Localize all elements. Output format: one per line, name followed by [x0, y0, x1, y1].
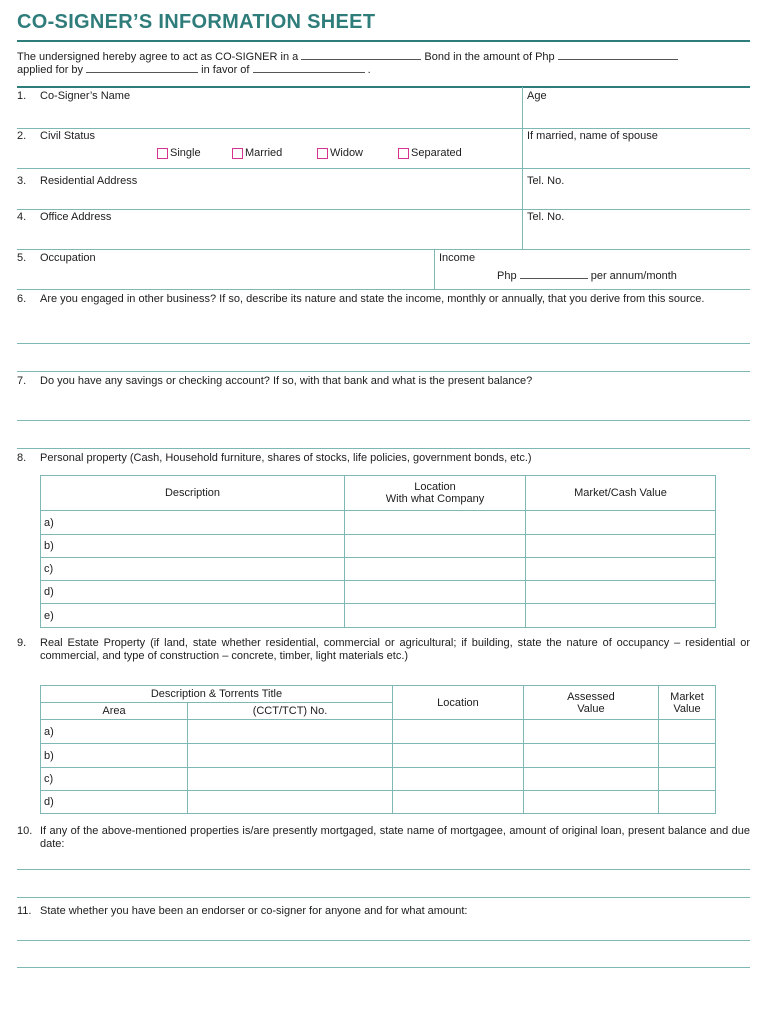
office-tel-label: Tel. No. — [527, 211, 565, 223]
q8-text: Personal property (Cash, Household furniture, shares of stocks, life policies, government bonds, etc.) — [40, 452, 532, 464]
widow-label: Widow — [330, 147, 364, 159]
table-row[interactable] — [41, 768, 716, 791]
col-title-no: (CCT/TCT) No. — [188, 703, 393, 720]
row-label[interactable]: d) — [41, 581, 345, 604]
q7-text: Do you have any savings or checking account? If so, with that bank and what is the present balance? — [40, 375, 533, 387]
col-assessed-line2: Value — [577, 702, 605, 715]
col-location — [345, 476, 526, 511]
row-divider — [17, 209, 750, 210]
residential-address-field[interactable] — [40, 188, 518, 207]
row-divider — [17, 249, 750, 250]
table-cell[interactable] — [188, 768, 393, 791]
table-cell[interactable] — [392, 744, 523, 768]
intro-text-1a: The undersigned hereby agree to act as CO-SIGNER in a — [17, 51, 299, 63]
table-row[interactable] — [41, 791, 716, 814]
col-assessed-value — [523, 686, 658, 720]
table-cell[interactable] — [392, 720, 523, 744]
intro-text-2b: in favor of — [201, 64, 250, 76]
single-label: Single — [170, 147, 201, 159]
intro-divider — [17, 86, 750, 88]
row-divider — [17, 289, 750, 290]
row-label[interactable]: c) — [41, 768, 188, 791]
col-assessed-line1: Assessed — [567, 690, 615, 703]
q8-number: 8. — [17, 452, 27, 464]
table-header-row — [41, 686, 716, 703]
answer-line[interactable] — [17, 940, 750, 941]
table-cell[interactable] — [526, 558, 716, 581]
age-label: Age — [527, 90, 547, 102]
q7-number: 7. — [17, 375, 27, 387]
answer-line[interactable] — [17, 420, 750, 421]
office-address-label: Office Address — [40, 211, 112, 223]
personal-property-table — [40, 475, 716, 628]
civil-status-label: Civil Status — [40, 130, 96, 142]
widow-checkbox[interactable] — [317, 148, 328, 159]
civil-option-single[interactable] — [157, 147, 201, 163]
table-row[interactable] — [41, 581, 716, 604]
row-label[interactable]: b) — [41, 535, 345, 558]
residential-tel-field[interactable] — [527, 188, 747, 207]
col-area: Area — [41, 703, 188, 720]
civil-number: 2. — [17, 130, 27, 142]
bond-type-blank[interactable] — [301, 50, 421, 60]
table-row[interactable] — [41, 720, 716, 744]
answer-line[interactable] — [17, 967, 750, 968]
col-description: Description — [41, 476, 345, 511]
spouse-field[interactable] — [527, 145, 747, 167]
title-underline — [17, 40, 750, 42]
row-label[interactable]: e) — [41, 604, 345, 628]
q11-text: State whether you have been an endorser or co-signer for anyone and for what amount: — [40, 905, 468, 917]
bond-amount-blank[interactable] — [558, 50, 678, 60]
col-market-line2: Value — [673, 702, 701, 715]
single-checkbox[interactable] — [157, 148, 168, 159]
table-row[interactable] — [41, 511, 716, 535]
applicant-blank[interactable] — [86, 63, 198, 73]
answer-line[interactable] — [17, 371, 750, 372]
answer-line[interactable] — [17, 343, 750, 344]
row-label[interactable]: b) — [41, 744, 188, 768]
table-cell[interactable] — [526, 604, 716, 628]
col-location: Location — [392, 686, 523, 720]
table-cell[interactable] — [392, 791, 523, 814]
row-label[interactable]: a) — [41, 720, 188, 744]
occupation-number: 5. — [17, 252, 27, 264]
intro-text-2c: . — [367, 64, 371, 76]
row-divider — [17, 128, 750, 129]
col-description-torrents: Description & Torrents Title — [41, 686, 393, 703]
table-cell[interactable] — [658, 768, 715, 791]
civil-option-married[interactable] — [232, 147, 282, 163]
q6-text: Are you engaged in other business? If so, describe its nature and state the income, monthly or annually, that you derive from this source. — [40, 293, 705, 305]
income-label: Income — [439, 252, 476, 264]
office-tel-field[interactable] — [527, 224, 747, 247]
table-cell[interactable] — [523, 720, 658, 744]
table-cell[interactable] — [658, 720, 715, 744]
table-cell[interactable] — [526, 581, 716, 604]
answer-line[interactable] — [17, 897, 750, 898]
table-row[interactable] — [41, 558, 716, 581]
col-market-value — [658, 686, 715, 720]
table-row[interactable] — [41, 744, 716, 768]
residential-tel-label: Tel. No. — [527, 175, 565, 187]
separated-checkbox[interactable] — [398, 148, 409, 159]
row-label[interactable]: a) — [41, 511, 345, 535]
page-title: CO-SIGNER’S INFORMATION SHEET — [17, 11, 376, 33]
table-header-row — [41, 476, 716, 511]
civil-option-separated[interactable] — [398, 147, 462, 163]
column-divider — [434, 249, 435, 290]
table-cell[interactable] — [526, 511, 716, 535]
table-cell[interactable] — [523, 744, 658, 768]
intro-text-1b: Bond in the amount of Php — [424, 51, 555, 63]
name-field[interactable] — [40, 102, 518, 126]
col-location-line2: With what Company — [385, 493, 485, 505]
table-cell[interactable] — [188, 744, 393, 768]
intro-text-2a: applied for by — [17, 64, 84, 76]
row-label[interactable]: c) — [41, 558, 345, 581]
intro-line-2 — [17, 63, 371, 77]
spouse-label: If married, name of spouse — [527, 130, 658, 142]
table-cell[interactable] — [188, 791, 393, 814]
col-market-line1: Market — [670, 690, 704, 703]
q6-number: 6. — [17, 293, 27, 305]
residential-address-label: Residential Address — [40, 175, 138, 187]
table-row[interactable] — [41, 604, 716, 628]
column-divider — [522, 87, 523, 249]
row-divider — [17, 168, 750, 169]
favor-of-blank[interactable] — [253, 63, 365, 73]
income-php-label: Php — [497, 270, 517, 282]
office-number: 4. — [17, 211, 27, 223]
col-location-line1: Location — [414, 481, 456, 493]
row-label[interactable]: d) — [41, 791, 188, 814]
answer-line[interactable] — [17, 448, 750, 449]
q9-text: Real Estate Property (if land, state whether residential, commercial or agricultural; if building, state the nature of occupancy – residential or commercial, and type of construction – concrete, timber, light materials etc.) — [40, 637, 750, 662]
table-cell[interactable] — [345, 581, 526, 604]
table-cell[interactable] — [345, 558, 526, 581]
table-cell[interactable] — [188, 720, 393, 744]
table-cell[interactable] — [658, 744, 715, 768]
table-cell[interactable] — [658, 791, 715, 814]
q10-text: If any of the above-mentioned properties is/are presently mortgaged, state name of mortgagee, amount of original loan, present balance and due date: — [40, 825, 750, 850]
income-line — [497, 269, 677, 283]
real-estate-table — [40, 685, 716, 814]
civil-option-widow[interactable] — [317, 147, 363, 163]
table-cell[interactable] — [345, 604, 526, 628]
table-cell[interactable] — [523, 791, 658, 814]
col-market-value: Market/Cash Value — [526, 476, 716, 511]
q11-number: 11. — [17, 905, 32, 917]
table-cell[interactable] — [523, 768, 658, 791]
income-period-label: per annum/month — [590, 270, 677, 282]
residential-number: 3. — [17, 175, 27, 187]
occupation-label: Occupation — [40, 252, 96, 264]
table-cell[interactable] — [392, 768, 523, 791]
married-label: Married — [245, 147, 283, 159]
office-address-field[interactable] — [40, 224, 518, 247]
married-checkbox[interactable] — [232, 148, 243, 159]
table-cell[interactable] — [526, 535, 716, 558]
intro-line-1 — [17, 50, 678, 64]
table-cell[interactable] — [345, 535, 526, 558]
answer-line[interactable] — [17, 869, 750, 870]
separated-label: Separated — [411, 147, 462, 159]
name-number: 1. — [17, 90, 27, 102]
name-label: Co-Signer’s Name — [40, 90, 131, 102]
occupation-field[interactable] — [40, 265, 430, 287]
table-cell[interactable] — [345, 511, 526, 535]
income-amount-blank[interactable] — [520, 269, 588, 279]
q9-number: 9. — [17, 637, 27, 649]
table-row[interactable] — [41, 535, 716, 558]
q10-number: 10. — [17, 825, 33, 837]
age-field[interactable] — [527, 102, 747, 126]
